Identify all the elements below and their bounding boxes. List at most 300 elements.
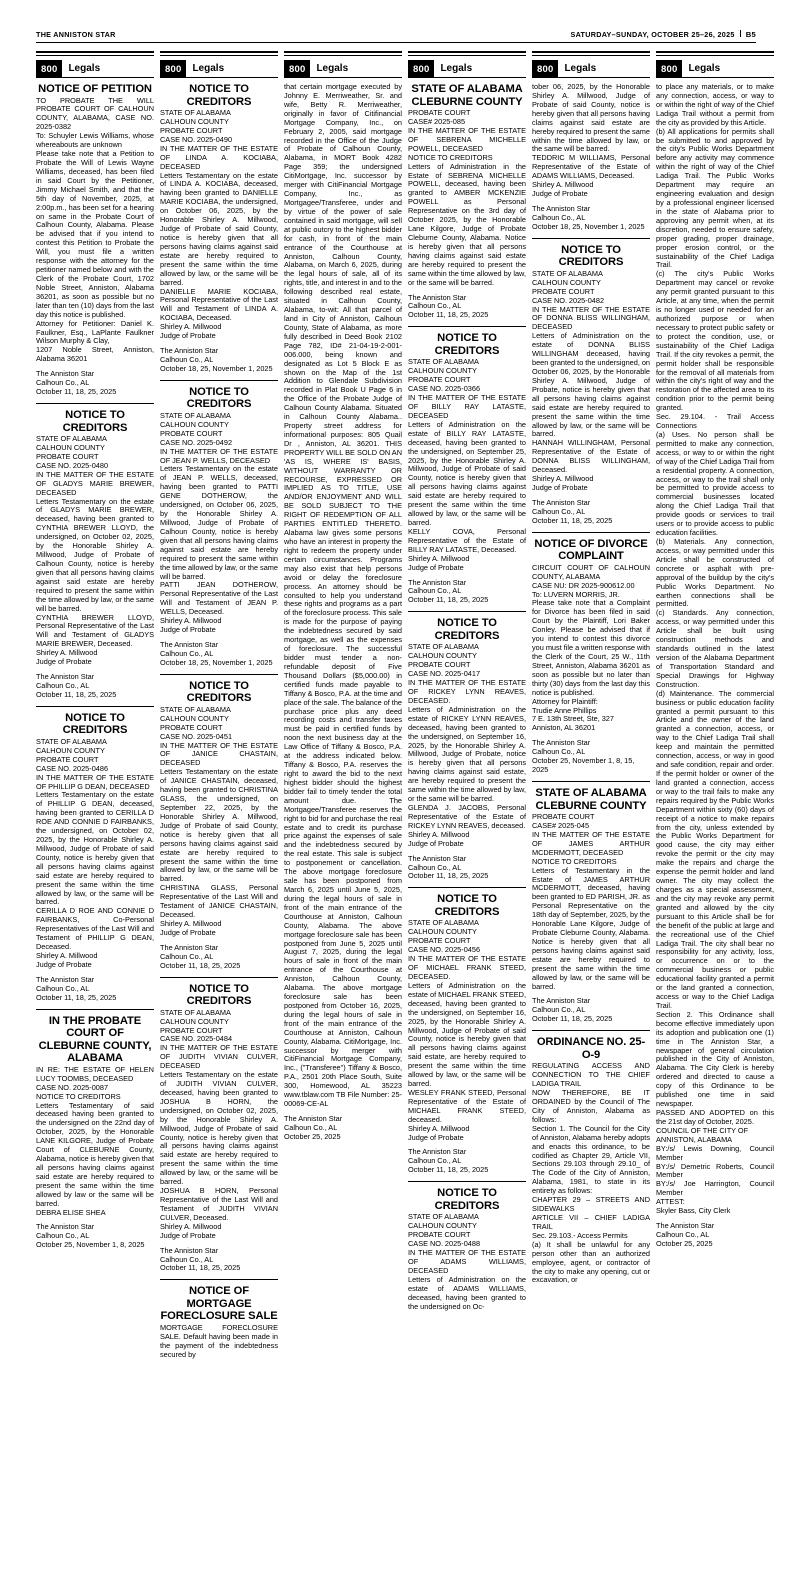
category-label: Legals <box>316 63 349 74</box>
notice-paragraph: Please take note that a Complaint for Divorce has been filed in said Court by the Plaintiff, Lori Baker Conley. Please be advised that if you intend to contest this divorce you must file a written response with the Clerk of the Court, 25 W., 11th Street, Anniston, Alabama 36201 as soon as possible but no later than thirty (30) days from the last day this notice is published. <box>532 598 650 697</box>
notice-paragraph: CASE NO. 2025-0417 <box>408 669 481 679</box>
category-header <box>36 51 154 78</box>
notice-publication-line: Calhoun Co., AL <box>160 354 214 364</box>
notice-publication-line: The Anniston Star <box>160 942 219 952</box>
notice-title: NOTICE OF PETITION <box>38 83 152 95</box>
notice-paragraph: To: LUVERN MORRIS, JR. <box>532 589 620 599</box>
notice-paragraph: CALHOUN COUNTY <box>160 117 229 127</box>
notice-body <box>408 919 526 1175</box>
notice-paragraph: IN THE MATTER OF THE ESTATE OF RICKEY LYNN REAVES, DECEASED. <box>408 678 526 705</box>
notice-publication-line: Calhoun Co., AL <box>160 1254 214 1264</box>
legal-notice <box>36 706 154 1003</box>
notice-paragraph: Judge of Probate <box>160 625 216 635</box>
category-row[interactable] <box>160 60 278 78</box>
notice-paragraph: COUNCIL OF THE CITY OF ANNISTON, ALABAMA <box>656 1125 749 1144</box>
notice-publication-line: Calhoun Co., AL <box>532 506 586 516</box>
notice-paragraph: DANIELLE MARIE KOCIABA, Personal Representative of the Last Will and Testament of LINDA A. KOCIABA, Deceased. <box>160 286 278 323</box>
notice-paragraph: IN THE MATTER OF THE ESTATE OF JEAN P. WELLS, DECEASED <box>160 446 278 465</box>
notice-publication-line: Calhoun Co., AL <box>408 301 462 311</box>
notice-publication-line: October 18, 25, November 1, 2025 <box>160 657 273 667</box>
notice-paragraph: CASE NO. 2025-0484 <box>160 1034 233 1044</box>
notice-paragraph: Shirley A. Millwood <box>36 648 98 658</box>
notice-paragraph: CASE NO. 2025-0366 <box>408 384 481 394</box>
notice-title: NOTICE OF DIVORCE COMPLAINT <box>534 537 648 563</box>
category-header <box>408 51 526 78</box>
notice-paragraph: STATE OF ALABAMA <box>408 1212 479 1222</box>
legals-column <box>36 51 160 1531</box>
notice-body <box>160 1324 278 1360</box>
notice-publication-line: October 11, 18, 25, 2025 <box>160 960 241 970</box>
notice-title: ORDINANCE NO. 25-O-9 <box>536 1036 646 1061</box>
notice-paragraph: (c) The city's Public Works Department may cancel or revoke any permit granted pursuant to this Article, at any time, when the permit is no longer used or needed for an authorized purpose or when necessary to protect public safety or to protect the condition, use, or sustainability of the Chief Ladiga Trail. If the city revokes a permit, the permit holder shall be responsible for the removal of all materials from within the city's right of way and the restoration of the affected area to its condition prior to the permit being granted. <box>656 269 774 413</box>
category-row[interactable] <box>656 60 774 78</box>
notice-paragraph: Anniston, AL 36201 <box>532 723 596 733</box>
notice-paragraph: PROBATE COURT <box>160 1025 223 1035</box>
notice-paragraph: Attorney for Plaintiff: <box>532 696 598 706</box>
notice-paragraph: IN RE: THE ESTATE OF HELEN LUCY TOOMBS, DECEASED <box>36 1064 154 1083</box>
category-number: 800 <box>36 60 62 77</box>
notice-paragraph: IN THE MATTER OF THE ESTATE OF LINDA A. KOCIABA, DECEASED <box>160 143 278 171</box>
notice-title: NOTICE TO CREDITORS <box>434 893 500 918</box>
notice-paragraph: CALHOUN COUNTY <box>408 366 477 376</box>
notice-paragraph: Letters Testamentary on the estate of JUDITH VIVIAN CULVER, deceased, having been granted to JOSHUA B HORN, the undersigned, on October 02, 2025, by the Honorable Shirley A. Millwood, Judge of Probate of said County, notice is hereby given that all persons having claims against said estate are hereby required to present the same within the time allowed by law, or the same will be barred. <box>160 1070 278 1187</box>
legal-notice <box>160 977 278 1274</box>
notice-publication-line: Calhoun Co., AL <box>36 680 90 690</box>
notice-paragraph: Shirley A. Millwood <box>532 474 594 484</box>
notice-paragraph: IN THE MATTER OF THE ESTATE OF ADAMS WILLIAMS, DECEASED <box>408 1248 526 1275</box>
notice-paragraph: TO PROBATE THE WILL PROBATE COURT OF CALHOUN COUNTY, ALABAMA, CASE NO. 2025-0382 <box>36 95 154 132</box>
notice-paragraph: (a) It shall be unlawful for any person other than an authorized employee, agent, or contractor of the city to make any opening, cut or excavation, or <box>532 1239 650 1285</box>
notice-paragraph: To: Schuyler Lewis Williams, whose whereabouts are unknown <box>36 131 154 150</box>
notice-paragraph: IN THE MATTER OF THE ESTATE OF JUDITH VIVIAN CULVER, DECEASED <box>160 1043 278 1071</box>
notice-paragraph: 1207 Noble Street, Anniston, Alabama 36201 <box>36 345 154 364</box>
category-label: Legals <box>192 63 225 74</box>
issue-date: SATURDAY–SUNDAY, OCTOBER 25–26, 2025 <box>570 30 735 39</box>
legal-notice <box>532 83 650 232</box>
notice-paragraph: PROBATE COURT <box>532 286 595 296</box>
category-header <box>160 51 278 78</box>
legal-notice <box>408 1181 526 1311</box>
category-row[interactable] <box>36 60 154 78</box>
category-rule <box>160 51 278 56</box>
notice-publication-line: Calhoun Co., AL <box>284 1122 338 1132</box>
notice-paragraph: PROBATE COURT <box>36 451 99 461</box>
notice-paragraph: BY:/s/ Lewis Downing, Council Member <box>656 1143 774 1162</box>
notice-paragraph: Letters of Administration on the estate of MICHAEL FRANK STEED, deceased, having been granted to the undersigned, on September 16, 2025, by the Honorable Shirley A. Millwood, Judge of Probate of said County, notice is hereby given that all persons having claims against said estate, are hereby required to present the same within the time allowed by law, or the same will be barred. <box>408 980 526 1089</box>
notice-paragraph: IN THE MATTER OF THE ESTATE OF SEBRENA MICHELLE POWELL, DECEASED <box>408 125 526 153</box>
category-rule <box>284 51 402 56</box>
notice-publication-line: Calhoun Co., AL <box>36 378 90 388</box>
legals-column <box>408 51 532 1531</box>
notice-paragraph: Section 1. The Council for the City of Anniston, Alabama hereby adopts and enacts this ordinance, to be codified as Chapter 29, Article VII, Sections 29.103 through 29.10_ of The Code of the City of Anniston, Alabama, 1981, to state in its entirety as follows: <box>532 1123 650 1196</box>
category-label: Legals <box>564 63 597 74</box>
notice-paragraph: ATTEST: <box>656 1197 685 1207</box>
notice-publication-line: The Anniston Star <box>408 577 467 587</box>
notice-publication-line: The Anniston Star <box>160 1245 219 1255</box>
notice-paragraph: CASE NO. 2025-0480 <box>36 460 109 470</box>
notice-publication-line: Calhoun Co., AL <box>532 747 586 757</box>
notice-paragraph: PROBATE COURT <box>160 125 223 135</box>
notice-paragraph: Shirley A. Millwood <box>532 180 594 190</box>
notice-paragraph: CASE# 2025-085 <box>408 117 466 127</box>
notice-paragraph: NOTICE TO CREDITORS <box>36 1091 121 1101</box>
category-row[interactable] <box>408 60 526 78</box>
notice-paragraph: Judge of Probate <box>408 1132 464 1142</box>
notice-publication-line: The Anniston Star <box>284 1114 343 1124</box>
publication-name: THE ANNISTON STAR <box>36 30 116 39</box>
notice-paragraph: IN THE MATTER OF THE ESTATE OF MICHAEL FRANK STEED, DECEASED. <box>408 954 526 981</box>
notice-paragraph: Shirley A. Millwood <box>36 951 98 961</box>
notice-title: NOTICE TO CREDITORS <box>186 679 252 705</box>
notice-publication-line: Calhoun Co., AL <box>36 1231 90 1241</box>
notice-paragraph: STATE OF ALABAMA <box>160 1007 231 1017</box>
notice-paragraph: PASSED AND ADOPTED on this the 21st day of October, 2025. <box>656 1108 774 1126</box>
notice-paragraph: NOW THEREFORE, BE IT ORDAINED by the Council of The City of Anniston, Alabama as follows: <box>532 1088 650 1124</box>
notice-paragraph: Letters Testamentary on the estate of GLADYS MARIE BREWER, deceased, having been granted to CYNTHIA BREWER LLOYD, the undersigned, on October 02, 2025, by the Honorable Shirley A. Millwood, Judge of Probate of Calhoun County, notice is hereby given that all persons having claims against said estate are hereby required to present the same within the time allowed by law, or the same will be barred. <box>36 496 154 613</box>
notice-paragraph: GLENDA J. JACOBS, Personal Representative of the Estate of RICKEY LYNN REAVES, deceased. <box>408 802 526 830</box>
notice-body <box>532 1062 650 1285</box>
notice-paragraph: PROBATE COURT <box>408 936 471 946</box>
notice-paragraph: STATE OF ALABAMA <box>36 434 107 444</box>
notice-title: NOTICE TO CREDITORS <box>186 385 252 411</box>
category-row[interactable] <box>284 60 402 78</box>
notice-publication-line: The Anniston Star <box>408 1147 467 1157</box>
notice-paragraph: WESLEY FRANK STEED, Personal Representative of the Estate of MICHAEL FRANK STEED, deceased. <box>408 1087 526 1124</box>
notice-paragraph: Judge of Probate <box>532 189 588 199</box>
notice-paragraph: NOTICE TO CREDITORS <box>532 856 617 866</box>
notice-title: NOTICE TO CREDITORS <box>434 332 500 357</box>
notice-paragraph: CALHOUN COUNTY <box>408 651 477 661</box>
notice-paragraph: Shirley A. Millwood <box>160 1221 222 1231</box>
notice-paragraph: STATE OF ALABAMA <box>36 736 107 746</box>
notice-paragraph: CHAPTER 29 – STREETS AND SIDEWALKS <box>532 1195 650 1214</box>
notice-paragraph: that certain mortgage executed by Johnny E. Merriweather, Sr. and wife, Betty R. Merriweather, originally in favor of Citifinancial Mortgage Company, Inc., on February 2, 2005, said mortgage recorded in the Office of the Judge of Probate of Calhoun County, Alabama, in MORT Book 4282 Page 359; the undersigned CitiMortgage, Inc. successor by merger with CitiFinancial Mortgage Company, Inc., as Mortgagee/Transferee, under and by virtue of the power of sale contained in said mortgage, will sell at public outcry to the highest bidder for cash, in front of the main entrance of the Courthouse at Anniston, Calhoun County, Alabama, on March 6, 2025, during the legal hours of sale, all of its rights, title, and interest in and to the following described real estate, situated in Calhoun County, Alabama, to-wit: All that parcel of land in City of Anniston, Calhoun County, State of Alabama, as more fully described in Deed Book 2102 Page 782, ID# 21-04-19-2-001-006.000, being known and designated as Lot 5 Block E as shown on the Map of the 1st Addition to Glendale Subdivision recorded in Plat Book U Page 6 in the Office of the Probate Judge of Calhoun County Alabama. Situated in Calhoun County Alabama.. Property street address for informational purposes: 805 Quail Dr , Anniston, AL 36201. THIS PROPERTY WILL BE SOLD ON AN 'AS IS, WHERE IS' BASIS, WITHOUT WARRANTY OR RECOURSE, EXPRESSED OR IMPLIED AS TO TITLE, USE AND/OR ENJOYMENT AND WILL BE SOLD SUBJECT TO THE RIGHT OF REDEMPTION OF ALL PARTIES ENTITLED THERETO. Alabama law gives some persons who have an interest in property the right to redeem the property under certain circumstances. Programs may also exist that help persons avoid or delay the foreclosure process. An attorney should be consulted to help you understand these rights and programs as a part of the foreclosure process. This sale is made for the purpose of paying the indebtedness secured by said mortgage, as well as the expenses of foreclosure. The successful bidder must tender a non-refundable deposit of Five Thousand Dollars ($5,000.00) in certified funds made payable to Tiffany & Bosco, P.A. at the time and place of the sale. The balance of the purchase price plus any deed recording costs and transfer taxes must be paid in certified funds by noon the next business day at the Law Office of Tiffany & Bosco, P.A. at the address indicated below. Tiffany & Bosco, P.A. reserves the right to award the bid to the next highest bidder should the highest bidder fail to timely tender the total amount due. The Mortgagee/Transferee reserves the right to bid for and purchase the real estate and to credit its purchase price against the expenses of sale and the indebtedness secured by the real estate. This sale is subject to postponement or cancellation. The above mortgage foreclosure sale has been postponed from March 6, 2025 until June 5, 2025, during the legal hours of sale in front of the main entrance of the Courthouse at Anniston, Calhoun County, Alabama. The above mortgage foreclosure sale has been postponed from June 5, 2025 until August 7, 2025, during the legal hours of sale in front of the main entrance of the Courthouse at Anniston, Calhoun County, Alabama. The above mortgage foreclosure sale has been postponed from October 16, 2025, during the legal hours of sale in front of the main entrance of the Courthouse at Anniston, Calhoun County, Alabama. CitiMortgage, Inc. successor by merger with CitiFinancial Mortgage Company, Inc., ("Transferee") Tiffany & Bosco, P.A., 2501 20th Place South, Suite 300, Homewood, AL 35223 www.tblaw.com TB File Number: 25-00069-CE-AL <box>284 82 402 1109</box>
notice-title: NOTICE TO CREDITORS <box>434 1187 500 1212</box>
notice-paragraph: PROBATE COURT <box>408 660 471 670</box>
notice-publication-line: October 11, 18, 25, 2025 <box>408 871 489 881</box>
notice-body <box>532 564 650 775</box>
notice-paragraph: CALHOUN COUNTY <box>532 277 601 287</box>
notice-paragraph: STATE OF ALABAMA <box>408 918 479 928</box>
notice-paragraph: IN THE MATTER OF THE ESTATE OF DONNA BLISS WILLINGHAM, DECEASED <box>532 304 650 332</box>
notice-paragraph: PROBATE COURT <box>160 722 223 732</box>
notice-paragraph: IN THE MATTER OF THE ESTATE OF PHILLIP G DEAN, DECEASED <box>36 772 154 791</box>
notice-paragraph: PROBATE COURT <box>408 375 471 385</box>
notice-paragraph: Letters Testamentary on the estate of PHILLIP G DEAN, deceased, having been granted to CERILLA D ROE AND CONNIE D FAIRBANKS, the undersigned, on October 02, 2025, by the Honorable Shirley A. Millwood, Judge of Probate of said County, notice is hereby given that all persons having claims against said estate are hereby required to present the same within the time allowed by law, or the same will be barred. <box>36 790 154 907</box>
notice-paragraph: TEDDRIC M WILLIAMS, Personal Representative of the Estate of ADAMS WILLIAMS, Deceased. <box>532 153 650 181</box>
notice-body <box>532 83 650 232</box>
category-header <box>284 51 402 78</box>
notice-paragraph: REGULATING ACCESS AND CONNECTION TO THE CHIEF LADIGA TRAIL <box>532 1061 650 1089</box>
notice-title: IN THE PROBATE COURT OF CLEBURNE COUNTY, ALABAMA <box>38 1014 152 1065</box>
notice-paragraph: STATE OF ALABAMA <box>160 108 231 118</box>
notice-publication-line: October 18, 25, November 1, 2025 <box>532 221 645 231</box>
notice-paragraph: Letters Testamentary of said deceased having been granted to the undersigned on the 22nd day of October, 2025, by the Honorable LANE KILGORE, Judge of Probate Court of CLEBURNE County, Alabama, notice is hereby given that all persons having claims against said estate are hereby required to present the same within the time allowed by law or the same will be barred. <box>36 1100 154 1208</box>
notice-paragraph: CALHOUN COUNTY <box>160 713 229 723</box>
notice-publication-line: October 11, 18, 25, 2025 <box>408 310 489 320</box>
notice-publication-line: October 18, 25, November 1, 2025 <box>160 363 273 373</box>
notice-publication-line: Calhoun Co., AL <box>408 586 462 596</box>
category-number: 800 <box>532 60 558 77</box>
notice-body <box>36 435 154 700</box>
notice-publication-line: The Anniston Star <box>408 292 467 302</box>
notice-title: NOTICE TO CREDITORS <box>186 982 252 1008</box>
notice-paragraph: tober 06, 2025, by the Honorable Shirley A. Millwood, Judge of Probate of said County, notice is hereby given that all persons having claims against said estate are hereby required to present the same within the time allowed by law, or the same will be barred. <box>532 82 650 154</box>
notice-publication-line: Calhoun Co., AL <box>532 212 586 222</box>
notice-paragraph: CASE NO. 2025-0488 <box>408 1239 481 1249</box>
notice-publication-line: October 11, 18, 25, 2025 <box>160 1263 241 1273</box>
notice-publication-line: Calhoun Co., AL <box>532 1005 586 1015</box>
notice-paragraph: CASE NO. 2025-0486 <box>36 763 109 773</box>
notice-publication-line: October 25, 2025 <box>656 1238 713 1248</box>
notice-paragraph: ARTICLE VII – CHIEF LADIGA TRAIL <box>532 1213 650 1231</box>
category-label: Legals <box>68 63 101 74</box>
notice-paragraph: Judge of Probate <box>408 838 464 848</box>
notice-publication-line: October 11, 18, 25, 2025 <box>532 1014 613 1024</box>
notice-publication-line: Calhoun Co., AL <box>408 862 462 872</box>
notice-paragraph: Letters of Administration on the estate of BILLY RAY LATASTE, deceased, having been granted to the undersigned, on September 25, 2025, by the Honorable Shirley A. Millwood, Judge of Probate of said County, notice is hereby given that all persons having claims against said estate are hereby required to present the same within the time allowed by law, or the same will be barred. <box>408 419 526 527</box>
legal-notice <box>656 83 774 1249</box>
notice-title: NOTICE TO CREDITORS <box>558 243 624 269</box>
divider <box>740 30 741 37</box>
notice-paragraph: Judge of Probate <box>160 1230 216 1240</box>
notice-paragraph: CIRCUIT COURT OF CALHOUN COUNTY, ALABAMA <box>532 562 650 581</box>
notice-paragraph: CASE# 2025-045 <box>532 820 590 830</box>
notice-paragraph: PROBATE COURT <box>408 108 471 118</box>
notice-paragraph: Letters Testamentary on the estate of LINDA A. KOCIABA, deceased, having been granted to DANIELLE MARIE KOCIABA, the undersigned, on October 06, 2025, by the Honorable Shirley A. Millwood, Judge of Probate of said County, notice is hereby given that all persons having claims against said estate are hereby required to present the same within the time allowed by law, or the same will be barred. <box>160 170 278 287</box>
legals-column <box>656 51 780 1531</box>
legals-column <box>532 51 656 1531</box>
notice-publication-line: The Anniston Star <box>532 738 591 748</box>
masthead-rule <box>36 42 756 43</box>
category-label: Legals <box>440 63 473 74</box>
notice-paragraph: (b) All applications for permits shall be submitted to and approved by the city's Public Works Department before any activity may commence within the right of way of the Chief Ladiga Trail. The Public Works Department may require an engineering evaluation and design by a professional engineer licensed in the state of Alabama prior to approving any permit when, at its discretion, needed to ensure safety, proper grading, proper drainage, proper erosion control, or the sustainability of the Chief Ladiga Trail. <box>656 126 774 270</box>
notice-paragraph: CALHOUN COUNTY <box>36 442 105 452</box>
notice-paragraph: IN THE MATTER OF THE ESTATE OF JANICE CHASTAIN, DECEASED <box>160 740 278 768</box>
notice-paragraph: Judge of Probate <box>160 331 216 341</box>
notice-paragraph: CASE NO. 2025-0087 <box>36 1082 109 1092</box>
notice-body <box>160 1009 278 1274</box>
legal-notice <box>532 1030 650 1285</box>
notice-paragraph: IN THE MATTER OF THE ESTATE OF BILLY RAY LATASTE, DECEASED <box>408 393 526 420</box>
notice-publication-line: October 11, 18, 25, 2025 <box>36 992 117 1002</box>
notice-paragraph: STATE OF ALABAMA <box>532 268 603 278</box>
notice-title: NOTICE TO CREDITORS <box>62 711 128 737</box>
notice-paragraph: PATTI JEAN DOTHEROW, Personal Representative of the Last Will and Testament of JEAN P. WELLS, Deceased. <box>160 580 278 617</box>
notice-publication-line: Calhoun Co., AL <box>36 983 90 993</box>
notice-publication-line: The Anniston Star <box>36 369 95 379</box>
notice-paragraph: Letters of Administration on the estate of RICKEY LYNN REAVES, deceased, having been granted to the undersigned, on September 16, 2025, by the Honorable Shirley A. Millwood, Judge of Probate, notice is hereby given that all persons having claims against said estate, are hereby required to present the same within the time allowed by law, or the same will be barred. <box>408 704 526 804</box>
category-number: 800 <box>284 60 310 77</box>
notice-title: NOTICE TO CREDITORS <box>186 83 252 108</box>
category-rule <box>532 51 650 56</box>
legal-notice <box>160 380 278 668</box>
notice-body <box>284 83 402 1142</box>
legal-notice <box>284 83 402 1142</box>
category-rule <box>656 51 774 56</box>
notice-paragraph: Shirley A. Millwood <box>160 918 222 928</box>
notice-publication-line: The Anniston Star <box>532 996 591 1006</box>
notice-paragraph: STATE OF ALABAMA <box>160 410 231 420</box>
legal-notice <box>36 1009 154 1251</box>
notice-paragraph: Letters of Administration on the estate of DONNA BLISS WILLINGHAM deceased, having been granted to the undersigned, on October 06, 2025, by the Honorable Shirley A. Millwood, Judge of Probate, notice is hereby given that all persons having claims against said estate are hereby required to present the same within the time allowed by law, or the same will be barred. <box>532 331 650 439</box>
notice-paragraph: Letters of Administration on the estate of ADAMS WILLIAMS, deceased, having been granted to the undersigned on Oc- <box>408 1274 526 1311</box>
notice-paragraph: Judge of Probate <box>36 657 92 667</box>
masthead <box>36 0 756 42</box>
notice-paragraph: CHRISTINA GLASS, Personal Representative of the Last Will and Testament of JANICE CHASTAIN, Deceased. <box>160 883 278 920</box>
notice-paragraph: CASE NO. 2025-0451 <box>160 731 233 741</box>
notice-body <box>36 738 154 1003</box>
notice-paragraph: (c) Standards. Any connection, access, or way permitted under this Article shall be built using construction methods and standards outlined in the latest version of the Alabama Department of Transportation Standard and Special Drawings for Highway Construction. <box>656 608 774 689</box>
notice-paragraph: (b) Materials. Any connection, access, or way permitted under this Article shall be constructed of concrete or asphalt with pre-approval of the buildup by the city's Public Works Department. No earthen connections shall be permitted. <box>656 537 774 609</box>
notice-paragraph: CASE NU: DR 2025-900612.00 <box>532 580 635 590</box>
notice-paragraph: CALHOUN COUNTY <box>408 927 477 937</box>
notice-paragraph: (d) Maintenance. The commercial business or public education facility granted a permit pursuant to this Article and the owner of the land granted a connection, access, or way to the Chief Ladiga Trail shall keep and maintain the permitted connection, access, or way in good and safe condition, repair and order. If the permit holder or owner of the land granted a connection, access or way to the trail fails to make any repairs required by the Public Works Department within sixty (60) days of receipt of a notice to make repairs from the city, unless extended by the Public Works Department for good cause, the city may either revoke the permit or the city may make the repairs and charge the expense the permit holder and land owner. The city may collect the charges as a special assessment, and the city may revoke any permit granted and allowed by the city pursuant to this Article shall be for the benefit of the public at large and the recreational use of the Chief Ladiga Trail. The city shall bear no responsibility for any activity, loss, or occurrence on or to the commercial business or public educational facility granted a permit or the land granted a connection, access or way to the Chief Ladiga Trail. <box>656 688 774 1010</box>
legal-notice <box>160 83 278 374</box>
notice-paragraph: NOTICE TO CREDITORS <box>408 152 493 162</box>
notice-body <box>408 358 526 605</box>
legal-notice <box>532 238 650 526</box>
category-rule <box>36 51 154 56</box>
legals-column <box>284 51 408 1531</box>
notice-body <box>656 83 774 1249</box>
notice-paragraph: STATE OF ALABAMA <box>160 704 231 714</box>
notice-paragraph: Letters of Testamentary in the Estate of JAMES ARTHUR MCDERMOTT, deceased, having been granted to ED PARISH, JR. as Personal Representative on the 18th day of September, 2025, by the Honorable Lane Kilgore, Judge of Probate Cleburne County, Alabama. Notice is hereby given that all persons having claims against said estate are hereby required to present the same within the time allowed by law, or the same will be barred. <box>532 865 650 991</box>
notice-paragraph: HANNAH WILLINGHAM, Personal Representative of the Estate of DONNA BLISS WILLINGHAM, Deceased. <box>532 438 650 475</box>
notice-publication-line: October 25, 2025 <box>284 1131 341 1141</box>
legal-notice <box>36 403 154 700</box>
notice-paragraph: Shirley A. Millwood <box>160 616 222 626</box>
legal-notice <box>408 611 526 881</box>
notice-paragraph: CASE NO. 2025-0490 <box>160 134 233 144</box>
notice-paragraph: STATE OF ALABAMA <box>408 357 479 367</box>
notice-publication-line: The Anniston Star <box>160 639 219 649</box>
notice-title: STATE OF ALABAMA CLEBURNE COUNTY <box>535 786 647 812</box>
notice-publication-line: The Anniston Star <box>36 672 95 682</box>
notice-paragraph: Skyler Bass, City Clerk <box>656 1206 731 1216</box>
notice-body <box>36 97 154 397</box>
category-header <box>532 51 650 78</box>
notice-publication-line: The Anniston Star <box>160 346 219 356</box>
notice-paragraph: STATE OF ALABAMA <box>408 642 479 652</box>
notice-publication-line: The Anniston Star <box>408 853 467 863</box>
notice-paragraph: IN THE MATTER OF THE ESTATE OF GLADYS MARIE BREWER, DECEASED <box>36 469 154 497</box>
notice-paragraph: (a) Uses. No person shall be permitted to make any connection, access, or way to or within the right of way of the Chief Ladiga Trail from a residential property. A connection, access, or way to the trail shall only be permitted to provide access to commercial businesses located along the Chief Ladiga Trail that provide goods or services to trail users or to provide access to public education facilities. <box>656 429 774 538</box>
notice-paragraph: Shirley A. Millwood <box>160 322 222 332</box>
legals-columns <box>36 51 774 1531</box>
notice-paragraph: BY:/s/ Demetric Roberts, Council Member <box>656 1161 774 1180</box>
notice-paragraph: Letters of Administration in the Estate of SEBRENA MICHELLE POWELL, deceased, having been granted to AMBER MCKENZIE POWELL as Personal Representative on the 3rd day of October 2025, by the Honorable Lane Kilgore, Judge of Probate Cleburne County, Alabama. Notice is hereby given that all persons having claims against said estate are hereby required to present the same within the time allowed by law, or the same will be barred. <box>408 161 526 287</box>
notice-publication-line: October 25, November 1, 8, 15, 2025 <box>532 756 635 775</box>
notice-paragraph: BY:/s/ Joe Harrington, Council Member <box>656 1179 774 1198</box>
page-number: B5 <box>745 30 756 39</box>
notice-publication-line: The Anniston Star <box>656 1221 715 1231</box>
notice-paragraph: Trudie Anne Phillips <box>532 705 597 715</box>
notice-publication-line: October 11, 18, 25, 2025 <box>532 515 613 525</box>
notice-paragraph: Sec. 29.104. - Trail Access Connections <box>656 412 774 431</box>
notice-paragraph: Judge of Probate <box>36 959 92 969</box>
notice-publication-line: October 25, November 1, 8, 2025 <box>36 1240 145 1250</box>
legal-notice <box>532 781 650 1024</box>
notice-publication-line: The Anniston Star <box>532 203 591 213</box>
notice-publication-line: The Anniston Star <box>36 974 95 984</box>
legal-notice <box>36 83 154 397</box>
category-rule <box>408 51 526 56</box>
legal-notice <box>160 1279 278 1359</box>
notice-paragraph: Sec. 29.103.- Access Permits <box>532 1230 628 1240</box>
notice-publication-line: Calhoun Co., AL <box>160 648 214 658</box>
notice-paragraph: Shirley A. Millwood <box>408 829 470 839</box>
notice-paragraph: KELLY COVA, Personal Representative of the Estate of BILLY RAY LATASTE, Deceased. <box>408 526 526 554</box>
notice-body <box>36 1066 154 1250</box>
notice-body <box>532 270 650 526</box>
notice-body <box>408 109 526 320</box>
notice-body <box>160 109 278 374</box>
notice-paragraph: CALHOUN COUNTY <box>160 419 229 429</box>
notice-paragraph: Judge of Probate <box>408 562 464 572</box>
category-number: 800 <box>160 60 186 77</box>
notice-paragraph: JOSHUA B HORN, Personal Representative of the Last Will and Testament of JUDITH VIVIAN CULVER, Deceased. <box>160 1186 278 1222</box>
notice-body <box>408 643 526 881</box>
category-number: 800 <box>656 60 682 77</box>
notice-publication-line: The Anniston Star <box>532 497 591 507</box>
category-label: Legals <box>688 63 721 74</box>
category-header <box>656 51 774 78</box>
notice-title: STATE OF ALABAMA CLEBURNE COUNTY <box>411 83 523 108</box>
notice-body <box>160 412 278 668</box>
notice-paragraph: CASE NO. 2025-0482 <box>532 295 605 305</box>
legal-notice <box>408 83 526 320</box>
notice-paragraph: PROBATE COURT <box>160 428 223 438</box>
notice-paragraph: Letters Testamentary on the estate of JEAN P. WELLS, deceased, having been granted to PATTI GENE DOTHEROW, the undersigned, on October 06, 2025, by the Honorable Shirley A. Millwood, Judge of Probate of Calhoun County, notice is hereby given that all persons having claims against said estate are hereby required to present the same within the time allowed by law, or the same will be barred. <box>160 464 278 581</box>
notice-paragraph: CALHOUN COUNTY <box>160 1016 229 1026</box>
notice-title: NOTICE TO CREDITORS <box>434 617 500 642</box>
notice-paragraph: Judge of Probate <box>532 482 588 492</box>
notice-paragraph: IN THE MATTER OF THE ESTATE OF JAMES ARTHUR MCDERMOTT, DECEASED <box>532 829 650 857</box>
legal-notice <box>160 674 278 971</box>
notice-paragraph: to place any materials, or to make any connection, access, or way to or within the right of way of the Chief Ladiga Trail without a permit from the city as provided by this Article. <box>656 82 774 127</box>
notice-paragraph: Judge of Probate <box>160 927 216 937</box>
notice-publication-line: Calhoun Co., AL <box>656 1230 710 1239</box>
notice-paragraph: CASE NO. 2025-0492 <box>160 437 233 447</box>
notice-paragraph: DEBRA ELISE SHEA <box>36 1207 106 1217</box>
notice-body <box>160 706 278 971</box>
notice-publication-line: October 11, 18, 25, 2025 <box>36 387 117 397</box>
category-row[interactable] <box>532 60 650 78</box>
notice-paragraph: Shirley A. Millwood <box>408 1123 470 1133</box>
notice-paragraph: MORTGAGE FORECLOSURE SALE. Default having been made in the payment of the indebtedness secured by <box>160 1323 278 1359</box>
notice-paragraph: Section 2. This Ordinance shall become effective immediately upon its adoption and publication one (1) time in The Anniston Star, a newspaper of general circulation published in the City of Anniston, Alabama. The City Clerk is hereby ordered and directed to cause a copy of this Ordinance to be published one time in said newspaper. <box>656 1009 774 1109</box>
masthead-date-page <box>570 30 756 39</box>
notice-paragraph: Attorney for Petitioner: Daniel K. Faulkner, Esq., LaPlante Faulkner Wilson Murphy & Clay, <box>36 318 154 346</box>
notice-title: NOTICE OF MORTGAGE FORECLOSURE SALE <box>160 1285 278 1323</box>
notice-paragraph: CALHOUN COUNTY <box>408 1221 477 1231</box>
notice-paragraph: PROBATE COURT <box>408 1230 471 1240</box>
category-number: 800 <box>408 60 434 77</box>
legal-notice <box>408 326 526 605</box>
notice-paragraph: Letters Testamentary on the estate of JANICE CHASTAIN, deceased, having been granted to CHRISTINA GLASS, the undersigned, on September 22, 2025, by the Honorable Shirley A. Millwood, Judge of Probate of said County, notice is hereby given that all persons having claims against said estate are hereby required to present the same within the time allowed by law, or the same will be barred. <box>160 767 278 884</box>
notice-paragraph: PROBATE COURT <box>36 754 99 764</box>
notice-publication-line: Calhoun Co., AL <box>408 1156 462 1166</box>
notice-publication-line: October 11, 18, 25, 2025 <box>408 1165 489 1175</box>
notice-title: NOTICE TO CREDITORS <box>62 408 128 434</box>
notice-publication-line: Calhoun Co., AL <box>160 951 214 961</box>
notice-paragraph: Please take note that a Petition to Probate the Will of Lewis Wayne Williams, deceased, has been filed in said Court by the Petitioner, Jimmy Michael Smith, and that the 5th day of November, 2025, at 2:00p.m., has been set for a hearing on same in the Probate Court of Calhoun County, Alabama. Please be advised that if you intend to contest this Petition to Probate the Will, you must file a written response with the attorney for the petitioner named below and with the Clerk of the Probate Court, 1702 Noble Street, Anniston, Alabama 36201, as soon as possible but no later than ten (10) days from the last day this notice is published. <box>36 149 154 319</box>
notice-paragraph: Shirley A. Millwood <box>408 553 470 563</box>
notice-publication-line: October 11, 18, 25, 2025 <box>408 595 489 605</box>
notice-publication-line: October 11, 18, 25, 2025 <box>36 689 117 699</box>
notice-paragraph: 7 E. 13th Street, Ste, 327 <box>532 714 614 724</box>
